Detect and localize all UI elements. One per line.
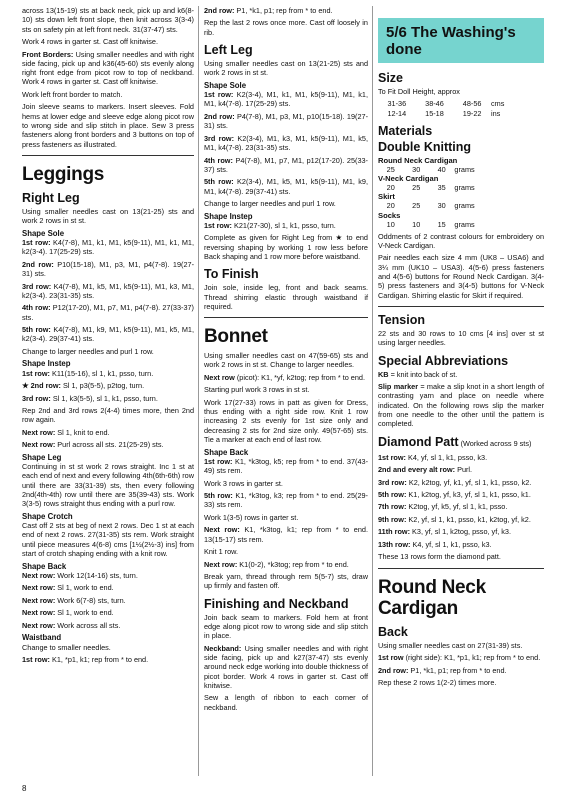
row-label: Next row:	[22, 427, 56, 437]
row-text: K21(27-30), sl 1, k1, psso, turn.	[231, 220, 336, 230]
row-label: 4th row:	[22, 303, 51, 313]
row-text: K1, *k3tog, k1; rep from * to end. 13(15-17) sts rem.	[204, 525, 369, 544]
subheading-abbreviations: Special Abbreviations	[378, 353, 509, 368]
size-cell: 12-14	[387, 108, 407, 118]
instruction-row	[204, 491, 368, 510]
instruction-row	[378, 453, 544, 462]
instruction-row	[204, 177, 368, 196]
size-cell: 31-36	[387, 99, 407, 109]
row-label: 1st row:	[22, 368, 50, 378]
quantity-cell: 30	[437, 201, 446, 211]
heading-text: Diamond Patt	[378, 434, 459, 449]
instruction-row	[378, 465, 544, 474]
pattern-title-banner	[378, 18, 544, 63]
instruction-row	[22, 282, 194, 301]
quantity-cell: grams	[454, 201, 475, 211]
banner-title-line: 5/6 The Washing's	[386, 24, 516, 41]
row-label: 3rd row:	[22, 393, 51, 403]
row-text: (picot): K1, *yf, k2tog; rep from * to end.	[234, 372, 366, 382]
row-text: P10(15-18), M1, p3, M1, p4(7-8). 19(27-31) sts.	[22, 259, 195, 279]
row-label: 1st row:	[378, 452, 406, 462]
section-rule	[22, 155, 194, 156]
row-text: K1(0-2), *k3tog; rep from * to end.	[237, 559, 349, 569]
paragraph: Sew a length of ribbon to each corner of neckband.	[204, 693, 368, 712]
subheading-waistband: Waistband	[22, 633, 62, 643]
paragraph: Join back seam to markers. Fold hem at front edge along picot row to wrong side and slip stitch in place.	[204, 612, 368, 641]
instruction-row	[22, 394, 194, 403]
material-quantities	[378, 165, 518, 174]
size-cell: cms	[490, 99, 505, 109]
paragraph: Using smaller needles cast on 13(21-25) sts and work 2 rows in st st.	[22, 206, 194, 226]
size-cell: 19-22	[462, 108, 482, 118]
size-row	[378, 109, 518, 118]
instruction-row	[378, 653, 544, 662]
instruction-row	[22, 260, 194, 279]
paragraph: Join sole, inside leg, front and back seams. Thread shirring elastic through waistband if required.	[204, 283, 368, 311]
row-label: Next row:	[22, 595, 56, 605]
instruction-row	[378, 540, 544, 549]
size-cell: 15-18	[425, 108, 444, 118]
row-text: K1, *p1, k1; rep from * to end.	[49, 655, 149, 665]
instruction-row	[22, 571, 194, 580]
row-text: Purl across all sts. 21(25-29) sts.	[55, 440, 164, 450]
paragraph: Work 17(27-33) rows in patt as given for Dress, thus ending with a right side row. Knit 1 row increasing 2 sts evenly for 1st size only and decreasing 2 sts for 2nd size only. 49(57-65) sts. Tie a marker at each end of last row.	[204, 397, 368, 445]
instruction-row	[22, 596, 194, 605]
instruction-row	[378, 666, 544, 675]
row-label: 5th row:	[204, 177, 234, 187]
row-text: K2, k2tog, yf, k1, yf, sl 1, k1, psso, k2.	[406, 477, 532, 487]
row-text: K4(7-8), M1, k9, M1, k5(9-11), M1, k5, M1, k2(3-4). 29(37-41) sts.	[22, 325, 194, 344]
material-name: V-Neck Cardigan	[378, 174, 439, 184]
row-label: 1st row:	[204, 90, 234, 100]
paragraph	[22, 50, 194, 87]
row-label: 4th row:	[204, 155, 233, 165]
paragraph: across 13(15-19) sts at back neck, pick up and k6(8-10) sts down left front slope, then knit across 3(3-4) sts on safety pin at left front neck. 31(37-47) sts.	[22, 6, 194, 34]
subheading-shape-sole: Shape Sole	[22, 228, 65, 238]
section-heading-bonnet: Bonnet	[204, 326, 268, 348]
text: Using smaller needles and with right side facing, pick up and k27(37-47) sts evenly around neck edge working into double thickness of picot border. Work 4 rows in garter st. Cast off knitwise.	[204, 643, 368, 690]
abbreviation	[378, 370, 544, 379]
paragraph: Rep the last 2 rows once more. Cast off loosely in rib.	[204, 18, 368, 37]
paragraph: To Fit Doll Height, approx	[378, 87, 460, 96]
paragraph: Work 4 rows in garter st. Cast off knitwise.	[22, 37, 158, 47]
row-text: K2tog, yf, k5, yf, sl 1, k1, psso.	[406, 502, 508, 512]
instruction-row	[204, 373, 368, 382]
row-text: K1, *k3tog, k3; rep from * to end. 25(29-33) sts rem.	[204, 491, 368, 510]
material-quantities	[378, 201, 518, 210]
instruction-row	[22, 369, 194, 378]
size-row	[378, 99, 518, 108]
material-item	[378, 211, 544, 229]
row-text: Work across all sts.	[55, 620, 121, 630]
row-label: 1st row:	[204, 456, 233, 466]
subheading-shape-sole: Shape Sole	[204, 80, 247, 90]
row-label: 2nd and every alt row:	[378, 465, 456, 475]
subheading-shape-instep: Shape Instep	[204, 211, 253, 221]
paragraph: Change to smaller needles.	[22, 642, 111, 652]
quantity-cell: 30	[412, 164, 421, 174]
row-label: 3rd row:	[204, 133, 235, 143]
page-number: 8	[22, 784, 27, 793]
paragraph: Rep these 2 rows 1(2-2) times more.	[378, 678, 497, 688]
row-text: P12(17-20), M1, p7, M1, p4(7-8). 27(33-37) sts.	[22, 303, 194, 322]
material-name: Skirt	[378, 192, 395, 202]
row-text: K2, yf, sl 1, k1, psso, k1, k2tog, yf, k2.	[406, 514, 531, 524]
row-label: 2nd row:	[204, 111, 235, 121]
size-cell: 48-56	[462, 99, 482, 109]
row-text: K4(7-8), M1, k5, M1, k5(9-11), M1, k3, M1, k2(3-4). 23(31-35) sts.	[22, 281, 194, 300]
row-text: K11(15-16), sl 1, k1, psso, turn.	[49, 368, 154, 378]
paragraph	[204, 644, 368, 690]
column-1	[22, 6, 194, 668]
instruction-row	[22, 440, 194, 449]
row-text: Purl.	[455, 465, 473, 475]
subheading-size: Size	[378, 71, 404, 85]
row-text: P4(7-8), M1, p7, M1, p12(17-20). 25(33-37) sts.	[204, 155, 368, 174]
column-divider	[372, 6, 373, 776]
row-label: 3rd row:	[378, 477, 407, 487]
row-text: K4, yf, sl 1, k1, psso, k3.	[405, 452, 488, 462]
quantity-cell: 20	[386, 183, 395, 193]
paragraph: Using smaller needles cast on 27(31-39) sts.	[378, 640, 523, 650]
quantity-cell: 40	[437, 164, 446, 174]
instruction-row	[204, 134, 368, 153]
paragraph: Knit 1 row.	[204, 547, 239, 557]
material-item	[378, 156, 544, 174]
column-divider	[198, 6, 199, 776]
row-label: 2nd row:	[378, 665, 409, 675]
row-label: 5th row:	[22, 325, 51, 335]
row-label: 1st row:	[204, 220, 232, 230]
abbr-text: = knit into back of st.	[388, 369, 458, 379]
row-label: 2nd row:	[22, 259, 54, 269]
instruction-row	[204, 156, 368, 175]
row-label: 5th row:	[378, 489, 407, 499]
size-cell: ins	[490, 108, 501, 118]
subheading-shape-crotch: Shape Crotch	[22, 511, 73, 521]
row-text: Work 12(14-16) sts, turn.	[55, 570, 138, 580]
quantity-cell: 20	[386, 201, 395, 211]
instruction-row	[22, 583, 194, 592]
row-text: Sl 1, work to end.	[55, 583, 114, 593]
instruction-row	[22, 608, 194, 617]
instruction-row	[204, 457, 368, 476]
row-label: 2nd row:	[204, 6, 235, 15]
subheading-to-finish: To Finish	[204, 267, 259, 282]
instruction-row	[22, 428, 194, 437]
abbr-label: Slip marker	[378, 382, 419, 392]
row-label: 13th row:	[378, 539, 411, 549]
row-text: Work 6(7-8) sts, turn.	[55, 595, 126, 605]
material-quantities	[378, 183, 518, 192]
row-text: Sl 1, p3(5-5), p2tog, turn.	[60, 381, 145, 391]
instruction-row	[378, 478, 544, 487]
material-item	[378, 174, 544, 192]
quantity-cell: 25	[386, 164, 395, 174]
size-table	[378, 99, 518, 117]
subheading-double-knitting: Double Knitting	[378, 139, 472, 154]
material-name: Socks	[378, 210, 401, 220]
size-cell: 38-46	[425, 99, 444, 109]
material-name: Round Neck Cardigan	[378, 155, 458, 165]
paragraph: Cast off 2 sts at beg of next 2 rows. Dec 1 st at each end of next 2 rows. 27(31-35) sts rem. Work straight until piece measures 4(6-8) cms [1½(2½-3) ins] from start of crotch shaping ending with a knit row.	[22, 521, 194, 559]
row-label: Next row:	[204, 559, 238, 569]
instruction-row	[22, 621, 194, 630]
paragraph: Oddments of 2 contrast colours for embroidery on V-Neck Cardigan.	[378, 231, 544, 250]
instruction-row	[378, 502, 544, 511]
instruction-row	[204, 6, 368, 15]
row-text: Sl 1, knit to end.	[55, 427, 110, 437]
section-heading-cardigan: Cardigan	[378, 597, 458, 619]
row-label: 7th row:	[378, 502, 407, 512]
paragraph: Work left front border to match.	[22, 89, 123, 99]
row-text: P4(7-8), M1, p3, M1, p10(15-18). 19(27-31) sts.	[204, 111, 369, 131]
abbreviation	[378, 382, 544, 428]
row-label: 9th row:	[378, 514, 407, 524]
row-label: Next row:	[22, 583, 56, 593]
paragraph: Change to larger needles and purl 1 row.	[204, 199, 336, 209]
row-label: 3rd row:	[22, 281, 52, 291]
paragraph: Using smaller needles cast on 13(21-25) sts and work 2 rows in st st.	[204, 59, 368, 78]
subheading-materials: Materials	[378, 123, 433, 138]
section-rule	[378, 306, 544, 307]
subheading-shape-back: Shape Back	[22, 561, 67, 571]
row-text: K2(3-4), M1, k5, M1, k5(9-11), M1, k9, M1, k4(7-8). 29(37-41) sts.	[204, 177, 368, 196]
paragraph: Continuing in st st work 2 rows straight. Inc 1 st at each end of next and every following 4th(6th-6th) row until there are 33(31-39) sts, then every following 2nd(4th-4th) row until there are 35(39-43) sts. Work 3(3-5) rows straight thus ending with a purl row.	[22, 462, 194, 509]
section-heading-round-neck: Round Neck	[378, 576, 486, 598]
banner-title-line: done	[386, 41, 422, 58]
row-label: 11th row:	[378, 527, 411, 537]
row-label: 1st row:	[22, 655, 50, 665]
paragraph: These 13 rows form the diamond patt.	[378, 552, 501, 562]
row-label: Next row	[204, 372, 235, 382]
quantity-cell: 15	[437, 219, 446, 229]
paragraph: Rep 2nd and 3rd rows 2(4-4) times more, then 2nd row again.	[22, 406, 194, 425]
subheading-back: Back	[378, 624, 408, 639]
instruction-row	[378, 490, 544, 499]
column-3	[378, 6, 544, 691]
row-text: P1, *k1, p1; rep from * to end.	[408, 665, 507, 675]
instruction-row	[22, 381, 194, 390]
text: Using smaller needles and with right side facing, pick up and k36(45-60) sts evenly along right front edge from picot row to top of neckband. Work 4 rows in garter st. Cast off knitwise.	[22, 49, 194, 87]
instruction-row	[22, 325, 194, 344]
paragraph: Using smaller needles cast on 47(59-65) sts and work 2 rows in st st. Change to larger needles.	[204, 351, 368, 370]
quantity-cell: 10	[386, 219, 395, 229]
subheading-shape-leg: Shape Leg	[22, 452, 62, 462]
row-text: K3, yf, sl 1, k2tog, psso, yf, k3.	[410, 527, 512, 537]
instruction-row	[378, 527, 544, 536]
subheading-tension: Tension	[378, 312, 425, 327]
quantity-cell: 25	[412, 201, 421, 211]
paragraph: Work 1(3-5) rows in garter st.	[204, 512, 299, 522]
paragraph: 22 sts and 30 rows to 10 cms [4 ins] over st st using larger needles.	[378, 328, 544, 348]
subheading-diamond-patt	[378, 435, 544, 451]
section-rule	[204, 317, 368, 318]
instruction-row	[378, 515, 544, 524]
instruction-row	[22, 655, 194, 664]
section-rule	[378, 568, 544, 569]
row-text: Sl 1, work to end.	[55, 608, 114, 618]
materials-list	[378, 156, 544, 229]
quantity-cell: grams	[454, 183, 475, 193]
row-text: K1, *k3tog, k5; rep from * to end. 37(43-49) sts rem.	[204, 456, 368, 476]
label: Front Borders:	[22, 49, 74, 59]
row-label: Next row:	[22, 608, 56, 618]
row-label: ★ 2nd row:	[22, 381, 61, 391]
subheading-left-leg: Left Leg	[204, 43, 253, 58]
row-text: K4, yf, sl 1, k1, psso, k3.	[410, 539, 492, 549]
quantity-cell: 35	[437, 183, 446, 193]
row-label: Next row:	[22, 570, 56, 580]
row-label: Next row:	[22, 620, 56, 630]
quantity-cell: 10	[412, 219, 421, 229]
instruction-row	[204, 560, 368, 569]
subheading-right-leg: Right Leg	[22, 190, 80, 205]
instruction-row	[22, 238, 194, 257]
column-2	[204, 6, 368, 715]
material-quantities	[378, 220, 518, 229]
paragraph: Break yarn, thread through rem 5(5-7) sts, draw up firmly and fasten off.	[204, 572, 368, 591]
row-text: K1, k2tog, yf, k3, yf, sl 1, k1, psso, k1.	[406, 489, 531, 499]
subheading-shape-instep: Shape Instep	[22, 359, 71, 369]
row-label: Next row:	[22, 440, 56, 450]
instruction-row	[204, 112, 368, 131]
instruction-row	[204, 221, 368, 230]
row-text: Sl 1, k3(5-5), sl 1, k1, psso, turn.	[50, 393, 158, 403]
row-label: 1st row:	[22, 237, 51, 247]
paragraph: Pair needles each size 4 mm (UK8 – USA6) and 3¼ mm (UK10 – USA3). 4(5-6) press fasteners and 4(5-6) buttons for Round Neck Cardigan. 3(4-5) press fasteners and 3(4-5) buttons for V-Neck Cardigan. Shirring elastic for Skirt if required.	[378, 253, 544, 300]
row-text: K4(7-8), M1, k1, M1, k5(9-11), M1, k1, M1, k2(3-4). 17(25-29) sts.	[22, 237, 194, 257]
instruction-row	[22, 303, 194, 322]
row-label: Next row:	[204, 525, 240, 535]
label: Neckband:	[204, 643, 242, 653]
instruction-row	[204, 525, 368, 544]
row-text: P1, *k1, p1; rep from * to end.	[234, 6, 333, 15]
heading-note: (Worked across 9 sts)	[458, 438, 532, 448]
subheading-shape-back: Shape Back	[204, 447, 249, 457]
paragraph: Starting purl work 3 rows in st st.	[204, 385, 310, 395]
row-label: 5th row:	[204, 491, 233, 501]
row-label: 1st row	[378, 653, 404, 663]
abbr-label: KB	[378, 369, 389, 379]
subheading-finishing: Finishing and Neckband	[204, 596, 349, 611]
abbr-text: = make a slip knot in a short length of contrasting yarn and place on needle where indicated. On the following rows slip the marker from one needle to the other until the pattern is completed.	[378, 382, 545, 429]
material-item	[378, 192, 544, 210]
quantity-cell: 25	[412, 183, 421, 193]
quantity-cell: grams	[454, 164, 475, 174]
quantity-cell: grams	[454, 219, 475, 229]
row-text: K2(3-4), M1, k3, M1, k5(9-11), M1, k5, M1, k4(7-8). 23(31-35) sts.	[204, 133, 368, 153]
instruction-row	[204, 90, 368, 109]
paragraph: Change to larger needles and purl 1 row.	[22, 346, 154, 356]
section-heading-leggings: Leggings	[22, 163, 105, 185]
paragraph: Join sleeve seams to markers. Insert sleeves. Fold hems at lower edge and sleeve edge along picot row to wrong side and slip stitch in place. Sew 3 press fasteners along front borders and 3 buttons on top of press fasteners as illustrated.	[22, 102, 194, 149]
row-text: K2(3-4), M1, k1, M1, k5(9-11), M1, k1, M1, k4(7-8). 17(25-29) sts.	[204, 90, 368, 109]
paragraph: Work 3 rows in garter st.	[204, 478, 283, 488]
row-text: (right side): K1, *p1, k1; rep from * to end.	[403, 653, 541, 663]
paragraph: Complete as given for Right Leg from ★ to end reversing shaping by working 1 row less before Back shaping and 1 row more before waistband.	[204, 233, 368, 261]
